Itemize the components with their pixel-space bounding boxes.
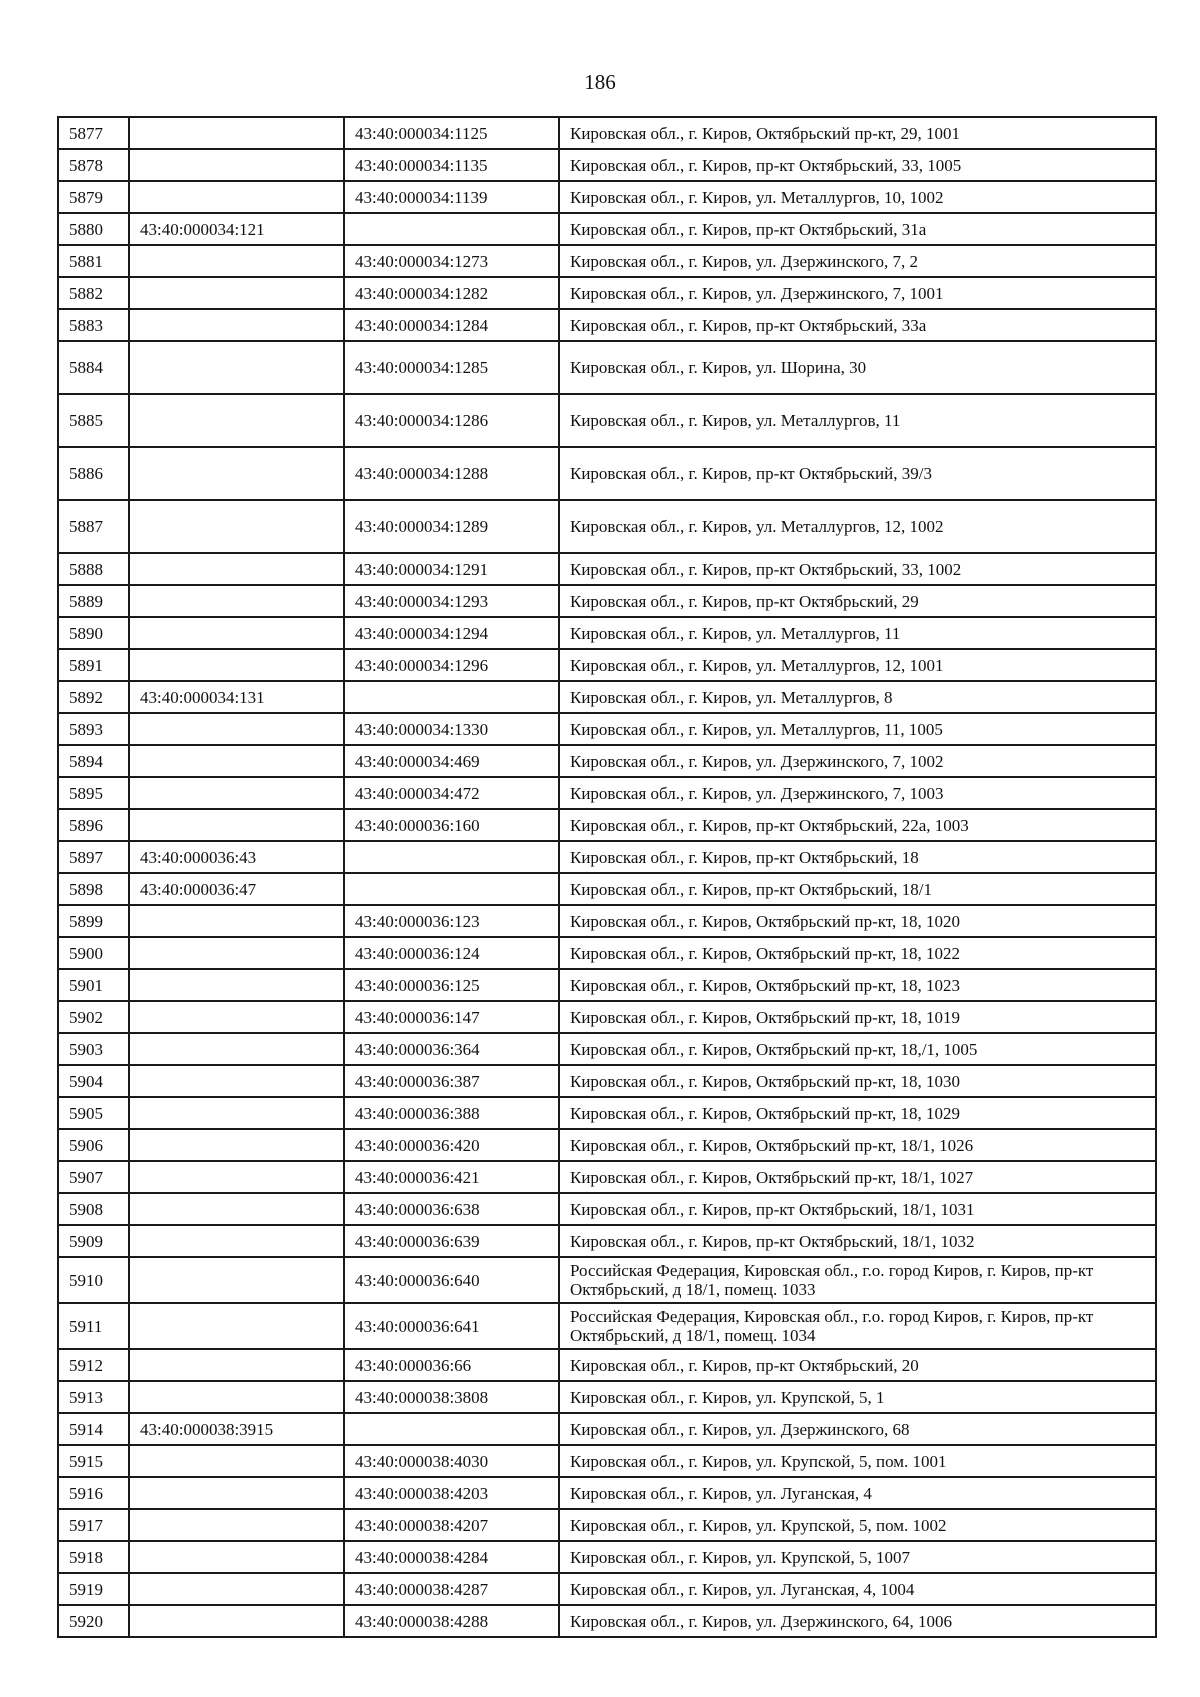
address-cell: Кировская обл., г. Киров, ул. Дзержинского, 64, 1006 [559, 1605, 1156, 1637]
land-cadastral-cell [129, 1477, 344, 1509]
table-row [58, 149, 1156, 181]
land-cadastral-cell [129, 1605, 344, 1637]
land-cadastral-cell [129, 777, 344, 809]
address-cell: Кировская обл., г. Киров, Октябрьский пр-кт, 18, 1029 [559, 1097, 1156, 1129]
row-number-cell: 5883 [58, 309, 129, 341]
address-cell: Кировская обл., г. Киров, Октябрьский пр-кт, 18/1, 1026 [559, 1129, 1156, 1161]
table-row [58, 1129, 1156, 1161]
address-cell: Кировская обл., г. Киров, ул. Металлургов, 10, 1002 [559, 181, 1156, 213]
address-cell: Кировская обл., г. Киров, пр-кт Октябрьский, 33а [559, 309, 1156, 341]
row-number-cell: 5918 [58, 1541, 129, 1573]
building-cadastral-cell: 43:40:000036:639 [344, 1225, 559, 1257]
table-row [58, 681, 1156, 713]
address-cell: Кировская обл., г. Киров, Октябрьский пр-кт, 29, 1001 [559, 117, 1156, 149]
row-number-cell: 5877 [58, 117, 129, 149]
row-number-cell: 5917 [58, 1509, 129, 1541]
row-number-cell: 5901 [58, 969, 129, 1001]
row-number-cell: 5920 [58, 1605, 129, 1637]
building-cadastral-cell: 43:40:000036:420 [344, 1129, 559, 1161]
building-cadastral-cell: 43:40:000034:1282 [344, 277, 559, 309]
address-cell: Кировская обл., г. Киров, Октябрьский пр-кт, 18, 1023 [559, 969, 1156, 1001]
building-cadastral-cell: 43:40:000034:1135 [344, 149, 559, 181]
address-cell: Кировская обл., г. Киров, ул. Металлургов, 12, 1002 [559, 500, 1156, 553]
building-cadastral-cell: 43:40:000034:1291 [344, 553, 559, 585]
building-cadastral-cell: 43:40:000036:640 [344, 1257, 559, 1303]
land-cadastral-cell [129, 649, 344, 681]
address-cell: Кировская обл., г. Киров, ул. Крупской, 5, пом. 1001 [559, 1445, 1156, 1477]
address-cell: Кировская обл., г. Киров, ул. Дзержинского, 7, 1002 [559, 745, 1156, 777]
table-row [58, 1413, 1156, 1445]
row-number-cell: 5904 [58, 1065, 129, 1097]
table-row [58, 1573, 1156, 1605]
building-cadastral-cell: 43:40:000038:4203 [344, 1477, 559, 1509]
table-row [58, 1541, 1156, 1573]
table-row [58, 745, 1156, 777]
address-cell: Кировская обл., г. Киров, пр-кт Октябрьский, 18/1, 1031 [559, 1193, 1156, 1225]
table-row [58, 969, 1156, 1001]
table-row [58, 873, 1156, 905]
address-cell: Кировская обл., г. Киров, ул. Металлургов, 11 [559, 617, 1156, 649]
building-cadastral-cell: 43:40:000034:469 [344, 745, 559, 777]
building-cadastral-cell: 43:40:000034:1139 [344, 181, 559, 213]
address-cell: Кировская обл., г. Киров, пр-кт Октябрьский, 18 [559, 841, 1156, 873]
table-row [58, 841, 1156, 873]
row-number-cell: 5911 [58, 1303, 129, 1349]
land-cadastral-cell [129, 1541, 344, 1573]
address-cell: Кировская обл., г. Киров, ул. Металлургов, 8 [559, 681, 1156, 713]
address-cell: Кировская обл., г. Киров, ул. Дзержинского, 7, 2 [559, 245, 1156, 277]
address-cell: Кировская обл., г. Киров, пр-кт Октябрьский, 22а, 1003 [559, 809, 1156, 841]
building-cadastral-cell: 43:40:000034:1296 [344, 649, 559, 681]
address-cell: Кировская обл., г. Киров, Октябрьский пр-кт, 18, 1022 [559, 937, 1156, 969]
table-row [58, 1033, 1156, 1065]
land-cadastral-cell [129, 1509, 344, 1541]
building-cadastral-cell: 43:40:000034:1273 [344, 245, 559, 277]
building-cadastral-cell: 43:40:000036:387 [344, 1065, 559, 1097]
row-number-cell: 5900 [58, 937, 129, 969]
row-number-cell: 5907 [58, 1161, 129, 1193]
table-row [58, 500, 1156, 553]
land-cadastral-cell [129, 149, 344, 181]
building-cadastral-cell: 43:40:000034:1284 [344, 309, 559, 341]
table-row [58, 1193, 1156, 1225]
land-cadastral-cell [129, 1161, 344, 1193]
table-row [58, 777, 1156, 809]
building-cadastral-cell [344, 1413, 559, 1445]
land-cadastral-cell [129, 1257, 344, 1303]
building-cadastral-cell [344, 873, 559, 905]
building-cadastral-cell: 43:40:000036:421 [344, 1161, 559, 1193]
address-cell: Кировская обл., г. Киров, ул. Металлургов, 12, 1001 [559, 649, 1156, 681]
land-cadastral-cell [129, 553, 344, 585]
building-cadastral-cell [344, 841, 559, 873]
building-cadastral-cell: 43:40:000034:1330 [344, 713, 559, 745]
table-row [58, 649, 1156, 681]
table-row [58, 309, 1156, 341]
building-cadastral-cell: 43:40:000034:1125 [344, 117, 559, 149]
table-row [58, 341, 1156, 394]
address-cell: Кировская обл., г. Киров, Октябрьский пр-кт, 18, 1030 [559, 1065, 1156, 1097]
building-cadastral-cell: 43:40:000038:4287 [344, 1573, 559, 1605]
address-cell: Кировская обл., г. Киров, Октябрьский пр-кт, 18, 1020 [559, 905, 1156, 937]
building-cadastral-cell: 43:40:000036:147 [344, 1001, 559, 1033]
address-cell: Кировская обл., г. Киров, ул. Металлургов, 11 [559, 394, 1156, 447]
table-row [58, 1445, 1156, 1477]
address-cell: Кировская обл., г. Киров, пр-кт Октябрьский, 39/3 [559, 447, 1156, 500]
row-number-cell: 5882 [58, 277, 129, 309]
row-number-cell: 5888 [58, 553, 129, 585]
building-cadastral-cell: 43:40:000034:1288 [344, 447, 559, 500]
row-number-cell: 5915 [58, 1445, 129, 1477]
land-cadastral-cell [129, 905, 344, 937]
land-cadastral-cell [129, 341, 344, 394]
address-cell: Кировская обл., г. Киров, пр-кт Октябрьский, 31а [559, 213, 1156, 245]
land-cadastral-cell [129, 181, 344, 213]
table-row [58, 245, 1156, 277]
table-row [58, 1349, 1156, 1381]
building-cadastral-cell: 43:40:000036:388 [344, 1097, 559, 1129]
row-number-cell: 5902 [58, 1001, 129, 1033]
row-number-cell: 5886 [58, 447, 129, 500]
row-number-cell: 5909 [58, 1225, 129, 1257]
row-number-cell: 5889 [58, 585, 129, 617]
row-number-cell: 5912 [58, 1349, 129, 1381]
land-cadastral-cell [129, 1001, 344, 1033]
table-row [58, 1381, 1156, 1413]
land-cadastral-cell [129, 394, 344, 447]
land-cadastral-cell [129, 1303, 344, 1349]
row-number-cell: 5903 [58, 1033, 129, 1065]
table-row [58, 1161, 1156, 1193]
address-cell: Кировская обл., г. Киров, пр-кт Октябрьский, 33, 1005 [559, 149, 1156, 181]
building-cadastral-cell: 43:40:000038:4030 [344, 1445, 559, 1477]
land-cadastral-cell: 43:40:000036:47 [129, 873, 344, 905]
row-number-cell: 5887 [58, 500, 129, 553]
land-cadastral-cell [129, 1349, 344, 1381]
address-cell: Кировская обл., г. Киров, ул. Крупской, 5, пом. 1002 [559, 1509, 1156, 1541]
land-cadastral-cell [129, 713, 344, 745]
table-row [58, 905, 1156, 937]
building-cadastral-cell: 43:40:000036:641 [344, 1303, 559, 1349]
land-cadastral-cell [129, 309, 344, 341]
row-number-cell: 5894 [58, 745, 129, 777]
land-cadastral-cell [129, 117, 344, 149]
land-cadastral-cell [129, 1445, 344, 1477]
building-cadastral-cell: 43:40:000036:638 [344, 1193, 559, 1225]
row-number-cell: 5914 [58, 1413, 129, 1445]
row-number-cell: 5899 [58, 905, 129, 937]
address-cell: Кировская обл., г. Киров, пр-кт Октябрьский, 29 [559, 585, 1156, 617]
row-number-cell: 5879 [58, 181, 129, 213]
table-row [58, 394, 1156, 447]
address-cell: Кировская обл., г. Киров, ул. Луганская, 4 [559, 1477, 1156, 1509]
table-row [58, 1097, 1156, 1129]
table-row [58, 117, 1156, 149]
address-cell: Российская Федерация, Кировская обл., г.о. город Киров, г. Киров, пр-кт Октябрьский, д 18/1, помещ. 1033 [559, 1257, 1156, 1303]
land-cadastral-cell [129, 277, 344, 309]
address-cell: Кировская обл., г. Киров, ул. Дзержинского, 7, 1001 [559, 277, 1156, 309]
building-cadastral-cell: 43:40:000036:364 [344, 1033, 559, 1065]
building-cadastral-cell: 43:40:000036:66 [344, 1349, 559, 1381]
land-cadastral-cell [129, 1097, 344, 1129]
registry-table-body [58, 117, 1156, 1637]
table-row [58, 1001, 1156, 1033]
registry-table [57, 116, 1157, 1638]
address-cell: Российская Федерация, Кировская обл., г.о. город Киров, г. Киров, пр-кт Октябрьский, д 18/1, помещ. 1034 [559, 1303, 1156, 1349]
row-number-cell: 5881 [58, 245, 129, 277]
building-cadastral-cell: 43:40:000034:1285 [344, 341, 559, 394]
address-cell: Кировская обл., г. Киров, пр-кт Октябрьский, 33, 1002 [559, 553, 1156, 585]
row-number-cell: 5878 [58, 149, 129, 181]
building-cadastral-cell: 43:40:000038:4288 [344, 1605, 559, 1637]
land-cadastral-cell [129, 1573, 344, 1605]
address-cell: Кировская обл., г. Киров, пр-кт Октябрьский, 18/1 [559, 873, 1156, 905]
land-cadastral-cell [129, 447, 344, 500]
table-row [58, 1303, 1156, 1349]
table-row [58, 617, 1156, 649]
address-cell: Кировская обл., г. Киров, Октябрьский пр-кт, 18,/1, 1005 [559, 1033, 1156, 1065]
row-number-cell: 5906 [58, 1129, 129, 1161]
address-cell: Кировская обл., г. Киров, ул. Дзержинского, 68 [559, 1413, 1156, 1445]
table-row [58, 937, 1156, 969]
row-number-cell: 5898 [58, 873, 129, 905]
building-cadastral-cell: 43:40:000036:125 [344, 969, 559, 1001]
table-row [58, 1509, 1156, 1541]
address-cell: Кировская обл., г. Киров, ул. Дзержинского, 7, 1003 [559, 777, 1156, 809]
building-cadastral-cell: 43:40:000038:4284 [344, 1541, 559, 1573]
row-number-cell: 5919 [58, 1573, 129, 1605]
row-number-cell: 5895 [58, 777, 129, 809]
building-cadastral-cell: 43:40:000038:3808 [344, 1381, 559, 1413]
land-cadastral-cell [129, 745, 344, 777]
address-cell: Кировская обл., г. Киров, ул. Крупской, 5, 1007 [559, 1541, 1156, 1573]
land-cadastral-cell [129, 585, 344, 617]
row-number-cell: 5905 [58, 1097, 129, 1129]
address-cell: Кировская обл., г. Киров, ул. Шорина, 30 [559, 341, 1156, 394]
row-number-cell: 5885 [58, 394, 129, 447]
page-number: 186 [584, 70, 616, 94]
row-number-cell: 5913 [58, 1381, 129, 1413]
land-cadastral-cell [129, 1193, 344, 1225]
land-cadastral-cell: 43:40:000034:121 [129, 213, 344, 245]
address-cell: Кировская обл., г. Киров, пр-кт Октябрьский, 20 [559, 1349, 1156, 1381]
address-cell: Кировская обл., г. Киров, пр-кт Октябрьский, 18/1, 1032 [559, 1225, 1156, 1257]
address-cell: Кировская обл., г. Киров, Октябрьский пр-кт, 18/1, 1027 [559, 1161, 1156, 1193]
land-cadastral-cell [129, 617, 344, 649]
address-cell: Кировская обл., г. Киров, ул. Крупской, 5, 1 [559, 1381, 1156, 1413]
row-number-cell: 5892 [58, 681, 129, 713]
building-cadastral-cell: 43:40:000034:1286 [344, 394, 559, 447]
table-row [58, 1257, 1156, 1303]
row-number-cell: 5890 [58, 617, 129, 649]
land-cadastral-cell [129, 809, 344, 841]
table-row [58, 1605, 1156, 1637]
land-cadastral-cell [129, 1225, 344, 1257]
row-number-cell: 5910 [58, 1257, 129, 1303]
land-cadastral-cell: 43:40:000036:43 [129, 841, 344, 873]
row-number-cell: 5880 [58, 213, 129, 245]
building-cadastral-cell [344, 213, 559, 245]
land-cadastral-cell [129, 937, 344, 969]
land-cadastral-cell [129, 1033, 344, 1065]
address-cell: Кировская обл., г. Киров, ул. Луганская, 4, 1004 [559, 1573, 1156, 1605]
row-number-cell: 5908 [58, 1193, 129, 1225]
building-cadastral-cell: 43:40:000034:1294 [344, 617, 559, 649]
table-row [58, 809, 1156, 841]
building-cadastral-cell: 43:40:000036:123 [344, 905, 559, 937]
row-number-cell: 5897 [58, 841, 129, 873]
land-cadastral-cell [129, 500, 344, 553]
building-cadastral-cell: 43:40:000036:160 [344, 809, 559, 841]
building-cadastral-cell: 43:40:000038:4207 [344, 1509, 559, 1541]
table-row [58, 1065, 1156, 1097]
building-cadastral-cell: 43:40:000034:472 [344, 777, 559, 809]
table-row [58, 553, 1156, 585]
land-cadastral-cell [129, 1381, 344, 1413]
row-number-cell: 5884 [58, 341, 129, 394]
building-cadastral-cell: 43:40:000036:124 [344, 937, 559, 969]
building-cadastral-cell: 43:40:000034:1289 [344, 500, 559, 553]
table-row [58, 713, 1156, 745]
table-row [58, 585, 1156, 617]
table-row [58, 1477, 1156, 1509]
land-cadastral-cell [129, 1065, 344, 1097]
land-cadastral-cell [129, 1129, 344, 1161]
land-cadastral-cell [129, 245, 344, 277]
address-cell: Кировская обл., г. Киров, ул. Металлургов, 11, 1005 [559, 713, 1156, 745]
table-row [58, 277, 1156, 309]
row-number-cell: 5916 [58, 1477, 129, 1509]
row-number-cell: 5891 [58, 649, 129, 681]
row-number-cell: 5893 [58, 713, 129, 745]
building-cadastral-cell [344, 681, 559, 713]
row-number-cell: 5896 [58, 809, 129, 841]
building-cadastral-cell: 43:40:000034:1293 [344, 585, 559, 617]
table-row [58, 181, 1156, 213]
land-cadastral-cell [129, 969, 344, 1001]
land-cadastral-cell: 43:40:000034:131 [129, 681, 344, 713]
land-cadastral-cell: 43:40:000038:3915 [129, 1413, 344, 1445]
table-row [58, 1225, 1156, 1257]
table-row [58, 447, 1156, 500]
address-cell: Кировская обл., г. Киров, Октябрьский пр-кт, 18, 1019 [559, 1001, 1156, 1033]
table-row [58, 213, 1156, 245]
